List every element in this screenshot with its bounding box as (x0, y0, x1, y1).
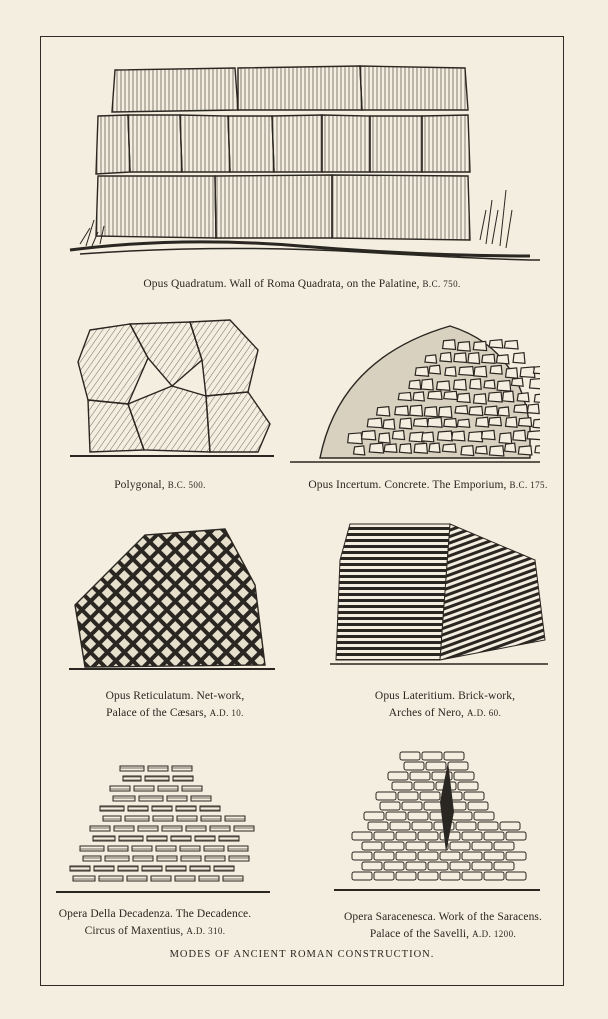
opus-incertum-illustration (290, 318, 540, 468)
opera-saracenesca-caption-line1: Opera Saracenesca. Work of the Saracens. (344, 911, 542, 923)
opus-quadratum-illustration (60, 60, 550, 270)
polygonal-illustration (60, 312, 280, 462)
opus-incertum-caption: Opus Incertum. Concrete. The Emporium, B.C. 175. (308, 479, 548, 491)
opus-lateritium-caption: Opus Lateritium. Brick-work, Arches of Nero, A.D. 60. (325, 688, 565, 722)
opus-reticulatum-caption: Opus Reticulatum. Net-work, Palace of the Cæsars, A.D. 10. (60, 688, 290, 722)
opus-lateritium-illustration (330, 520, 550, 670)
opus-reticulatum-illustration (65, 525, 280, 675)
opera-saracenesca-caption: Opera Saracenesca. Work of the Saracens. Palace of the Savelli, A.D. 1200. (318, 909, 568, 943)
opera-della-decadenza-caption: Opera Della Decadenza. The Decadence. Circus of Maxentius, A.D. 310. (40, 906, 270, 940)
opus-lateritium-caption-line1: Opus Lateritium. Brick-work, (374, 690, 516, 702)
polygonal-caption: Polygonal, B.C. 500. (114, 479, 206, 491)
opera-della-decadenza-illustration (50, 758, 275, 898)
opus-reticulatum-caption-line1: Opus Reticulatum. Net-work, (105, 690, 245, 702)
opus-quadratum-caption: Opus Quadratum. Wall of Roma Quadrata, on the Palatine, B.C. 750. (143, 278, 461, 290)
plate-title: MODES OF ANCIENT ROMAN CONSTRUCTION. (169, 949, 435, 960)
opera-della-decadenza-caption-line1: Opera Della Decadenza. The Decadence. (58, 908, 252, 920)
opera-saracenesca-illustration (330, 742, 545, 897)
